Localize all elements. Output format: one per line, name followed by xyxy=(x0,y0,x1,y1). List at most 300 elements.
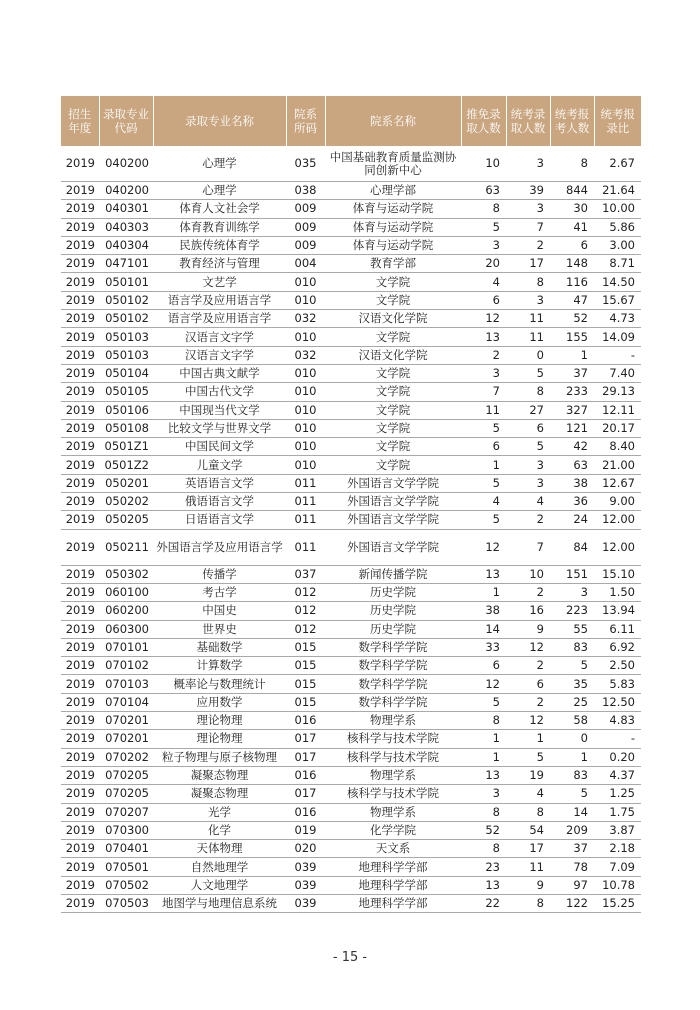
cell-exam-admitted: 8 xyxy=(506,803,550,821)
cell-year: 2019 xyxy=(61,785,99,803)
cell-recommended-admitted: 38 xyxy=(461,602,506,620)
cell-exam-applicants: 37 xyxy=(550,840,594,858)
table-row xyxy=(61,693,641,711)
cell-dept-name: 地理科学学部 xyxy=(325,894,461,912)
cell-exam-applicants: 78 xyxy=(550,858,594,876)
cell-dept-code: 010 xyxy=(286,291,325,309)
cell-exam-ratio: 21.00 xyxy=(594,456,641,474)
table-row xyxy=(61,218,641,236)
cell-major-name: 自然地理学 xyxy=(153,858,286,876)
cell-recommended-admitted: 5 xyxy=(461,474,506,492)
cell-major-code: 047101 xyxy=(99,255,153,273)
cell-recommended-admitted: 5 xyxy=(461,511,506,529)
cell-dept-code: 011 xyxy=(286,493,325,511)
cell-dept-code: 011 xyxy=(286,511,325,529)
cell-exam-applicants: 8 xyxy=(550,146,594,182)
cell-major-code: 070201 xyxy=(99,730,153,748)
table-row xyxy=(61,785,641,803)
table-row xyxy=(61,364,641,382)
cell-exam-ratio: 8.71 xyxy=(594,255,641,273)
cell-exam-ratio: 14.09 xyxy=(594,328,641,346)
cell-exam-ratio: 29.13 xyxy=(594,383,641,401)
header-exam-admitted: 统考录取人数 xyxy=(506,96,550,146)
cell-dept-name: 教育学部 xyxy=(325,255,461,273)
cell-major-name: 天体物理 xyxy=(153,840,286,858)
cell-major-name: 中国史 xyxy=(153,602,286,620)
cell-major-code: 050101 xyxy=(99,273,153,291)
table-row xyxy=(61,766,641,784)
cell-major-name: 教育经济与管理 xyxy=(153,255,286,273)
cell-major-code: 070205 xyxy=(99,766,153,784)
table-row xyxy=(61,529,641,565)
cell-dept-name: 天文系 xyxy=(325,840,461,858)
cell-major-code: 060200 xyxy=(99,602,153,620)
cell-dept-name: 核科学与技术学院 xyxy=(325,748,461,766)
cell-year: 2019 xyxy=(61,200,99,218)
cell-exam-admitted: 11 xyxy=(506,310,550,328)
cell-exam-ratio: - xyxy=(594,730,641,748)
cell-exam-applicants: 36 xyxy=(550,493,594,511)
cell-recommended-admitted: 13 xyxy=(461,766,506,784)
cell-dept-name: 物理学系 xyxy=(325,803,461,821)
cell-dept-code: 010 xyxy=(286,383,325,401)
page-number: - 15 - xyxy=(332,950,368,965)
cell-dept-code: 017 xyxy=(286,785,325,803)
cell-year: 2019 xyxy=(61,146,99,182)
cell-exam-applicants: 151 xyxy=(550,565,594,583)
header-year: 招生年度 xyxy=(61,96,99,146)
table-row xyxy=(61,858,641,876)
table-body xyxy=(61,146,641,913)
cell-exam-admitted: 9 xyxy=(506,876,550,894)
cell-exam-admitted: 3 xyxy=(506,200,550,218)
cell-recommended-admitted: 3 xyxy=(461,785,506,803)
cell-exam-admitted: 5 xyxy=(506,748,550,766)
cell-major-name: 中国古典文献学 xyxy=(153,364,286,382)
cell-dept-code: 010 xyxy=(286,364,325,382)
cell-major-name: 比较文学与世界文学 xyxy=(153,419,286,437)
cell-dept-name: 文学院 xyxy=(325,328,461,346)
cell-dept-name: 数学科学学院 xyxy=(325,693,461,711)
cell-exam-admitted: 5 xyxy=(506,438,550,456)
cell-major-name: 英语语言文学 xyxy=(153,474,286,492)
cell-dept-code: 010 xyxy=(286,328,325,346)
cell-dept-code: 009 xyxy=(286,218,325,236)
cell-exam-applicants: 24 xyxy=(550,511,594,529)
table-row xyxy=(61,638,641,656)
cell-exam-admitted: 2 xyxy=(506,511,550,529)
cell-year: 2019 xyxy=(61,456,99,474)
cell-exam-ratio: 13.94 xyxy=(594,602,641,620)
cell-recommended-admitted: 8 xyxy=(461,803,506,821)
cell-major-name: 凝聚态物理 xyxy=(153,785,286,803)
cell-dept-code: 035 xyxy=(286,146,325,182)
header-exam-applicants: 统考报考人数 xyxy=(550,96,594,146)
cell-dept-code: 010 xyxy=(286,456,325,474)
cell-exam-applicants: 5 xyxy=(550,785,594,803)
cell-exam-applicants: 3 xyxy=(550,583,594,601)
cell-major-code: 070501 xyxy=(99,858,153,876)
cell-exam-admitted: 16 xyxy=(506,602,550,620)
table-row xyxy=(61,511,641,529)
cell-dept-name: 历史学院 xyxy=(325,602,461,620)
cell-exam-admitted: 39 xyxy=(506,182,550,200)
cell-major-name: 传播学 xyxy=(153,565,286,583)
cell-major-name: 理论物理 xyxy=(153,712,286,730)
cell-major-name: 俄语语言文学 xyxy=(153,493,286,511)
cell-exam-admitted: 6 xyxy=(506,419,550,437)
cell-dept-name: 文学院 xyxy=(325,401,461,419)
cell-major-name: 儿童文学 xyxy=(153,456,286,474)
cell-exam-ratio: 2.50 xyxy=(594,657,641,675)
cell-dept-code: 017 xyxy=(286,748,325,766)
cell-major-code: 070502 xyxy=(99,876,153,894)
cell-year: 2019 xyxy=(61,565,99,583)
cell-dept-code: 010 xyxy=(286,401,325,419)
header-dept-name: 院系名称 xyxy=(325,96,461,146)
cell-recommended-admitted: 63 xyxy=(461,182,506,200)
cell-recommended-admitted: 1 xyxy=(461,730,506,748)
cell-dept-name: 体育与运动学院 xyxy=(325,218,461,236)
cell-exam-admitted: 1 xyxy=(506,730,550,748)
table-header-row xyxy=(61,96,641,146)
cell-major-code: 050105 xyxy=(99,383,153,401)
cell-recommended-admitted: 4 xyxy=(461,273,506,291)
cell-year: 2019 xyxy=(61,638,99,656)
table-row xyxy=(61,456,641,474)
cell-dept-code: 009 xyxy=(286,200,325,218)
cell-major-code: 040200 xyxy=(99,182,153,200)
cell-dept-code: 015 xyxy=(286,638,325,656)
cell-dept-name: 数学科学学院 xyxy=(325,638,461,656)
cell-exam-applicants: 1 xyxy=(550,748,594,766)
cell-exam-admitted: 3 xyxy=(506,456,550,474)
cell-dept-code: 010 xyxy=(286,438,325,456)
cell-exam-ratio: 4.37 xyxy=(594,766,641,784)
cell-exam-ratio: 12.67 xyxy=(594,474,641,492)
cell-exam-ratio: 3.00 xyxy=(594,236,641,254)
cell-exam-applicants: 55 xyxy=(550,620,594,638)
cell-recommended-admitted: 5 xyxy=(461,693,506,711)
cell-major-code: 050106 xyxy=(99,401,153,419)
cell-exam-applicants: 327 xyxy=(550,401,594,419)
cell-dept-code: 020 xyxy=(286,840,325,858)
cell-major-code: 070207 xyxy=(99,803,153,821)
cell-exam-admitted: 8 xyxy=(506,894,550,912)
cell-exam-admitted: 3 xyxy=(506,291,550,309)
cell-dept-code: 039 xyxy=(286,858,325,876)
cell-recommended-admitted: 8 xyxy=(461,712,506,730)
cell-major-code: 050211 xyxy=(99,529,153,565)
cell-year: 2019 xyxy=(61,583,99,601)
cell-exam-ratio: 1.75 xyxy=(594,803,641,821)
cell-year: 2019 xyxy=(61,511,99,529)
cell-exam-admitted: 2 xyxy=(506,236,550,254)
cell-major-code: 070103 xyxy=(99,675,153,693)
cell-major-name: 世界史 xyxy=(153,620,286,638)
cell-exam-ratio: 12.11 xyxy=(594,401,641,419)
table-row xyxy=(61,383,641,401)
cell-exam-admitted: 2 xyxy=(506,583,550,601)
cell-exam-admitted: 2 xyxy=(506,657,550,675)
cell-major-name: 理论物理 xyxy=(153,730,286,748)
cell-recommended-admitted: 11 xyxy=(461,401,506,419)
cell-recommended-admitted: 3 xyxy=(461,236,506,254)
cell-major-code: 070102 xyxy=(99,657,153,675)
cell-exam-applicants: 0 xyxy=(550,730,594,748)
cell-recommended-admitted: 12 xyxy=(461,675,506,693)
cell-exam-applicants: 116 xyxy=(550,273,594,291)
cell-year: 2019 xyxy=(61,602,99,620)
cell-exam-ratio: 4.73 xyxy=(594,310,641,328)
cell-exam-ratio: 12.50 xyxy=(594,693,641,711)
cell-major-code: 040200 xyxy=(99,146,153,182)
cell-exam-admitted: 7 xyxy=(506,218,550,236)
cell-exam-applicants: 844 xyxy=(550,182,594,200)
cell-exam-admitted: 3 xyxy=(506,474,550,492)
cell-year: 2019 xyxy=(61,474,99,492)
cell-year: 2019 xyxy=(61,328,99,346)
cell-exam-applicants: 5 xyxy=(550,657,594,675)
cell-recommended-admitted: 22 xyxy=(461,894,506,912)
cell-major-name: 体育人文社会学 xyxy=(153,200,286,218)
table-row xyxy=(61,200,641,218)
header-major-code: 录取专业代码 xyxy=(99,96,153,146)
table-row xyxy=(61,602,641,620)
cell-dept-code: 015 xyxy=(286,693,325,711)
cell-exam-admitted: 9 xyxy=(506,620,550,638)
cell-exam-admitted: 11 xyxy=(506,328,550,346)
cell-recommended-admitted: 33 xyxy=(461,638,506,656)
cell-exam-ratio: 2.67 xyxy=(594,146,641,182)
cell-exam-ratio: 10.00 xyxy=(594,200,641,218)
cell-major-name: 中国古代文学 xyxy=(153,383,286,401)
cell-dept-code: 012 xyxy=(286,602,325,620)
cell-recommended-admitted: 4 xyxy=(461,493,506,511)
cell-major-name: 粒子物理与原子核物理 xyxy=(153,748,286,766)
table-row xyxy=(61,840,641,858)
cell-exam-ratio: 21.64 xyxy=(594,182,641,200)
table-row xyxy=(61,328,641,346)
cell-exam-applicants: 63 xyxy=(550,456,594,474)
cell-recommended-admitted: 1 xyxy=(461,748,506,766)
cell-major-code: 070201 xyxy=(99,712,153,730)
cell-exam-applicants: 223 xyxy=(550,602,594,620)
table-row xyxy=(61,401,641,419)
cell-exam-admitted: 27 xyxy=(506,401,550,419)
cell-major-name: 语言学及应用语言学 xyxy=(153,310,286,328)
cell-recommended-admitted: 5 xyxy=(461,218,506,236)
cell-recommended-admitted: 2 xyxy=(461,346,506,364)
cell-dept-name: 心理学部 xyxy=(325,182,461,200)
table-row xyxy=(61,474,641,492)
cell-dept-code: 038 xyxy=(286,182,325,200)
cell-exam-ratio: 6.11 xyxy=(594,620,641,638)
cell-exam-ratio: 5.83 xyxy=(594,675,641,693)
cell-exam-applicants: 37 xyxy=(550,364,594,382)
table-row xyxy=(61,493,641,511)
cell-major-code: 050205 xyxy=(99,511,153,529)
cell-year: 2019 xyxy=(61,310,99,328)
cell-exam-applicants: 233 xyxy=(550,383,594,401)
cell-major-name: 应用数学 xyxy=(153,693,286,711)
cell-year: 2019 xyxy=(61,419,99,437)
cell-exam-ratio: 0.20 xyxy=(594,748,641,766)
cell-year: 2019 xyxy=(61,876,99,894)
cell-major-name: 民族传统体育学 xyxy=(153,236,286,254)
table-row xyxy=(61,675,641,693)
cell-dept-code: 037 xyxy=(286,565,325,583)
cell-exam-applicants: 30 xyxy=(550,200,594,218)
cell-exam-ratio: 20.17 xyxy=(594,419,641,437)
header-dept-code: 院系所码 xyxy=(286,96,325,146)
cell-dept-code: 032 xyxy=(286,346,325,364)
table-row xyxy=(61,255,641,273)
cell-year: 2019 xyxy=(61,821,99,839)
cell-exam-ratio: 1.25 xyxy=(594,785,641,803)
cell-dept-name: 数学科学学院 xyxy=(325,657,461,675)
cell-dept-name: 核科学与技术学院 xyxy=(325,785,461,803)
cell-recommended-admitted: 6 xyxy=(461,438,506,456)
cell-year: 2019 xyxy=(61,273,99,291)
cell-exam-admitted: 3 xyxy=(506,146,550,182)
cell-recommended-admitted: 8 xyxy=(461,840,506,858)
cell-year: 2019 xyxy=(61,364,99,382)
cell-exam-ratio: 12.00 xyxy=(594,529,641,565)
cell-dept-name: 历史学院 xyxy=(325,620,461,638)
cell-exam-admitted: 12 xyxy=(506,638,550,656)
table-row xyxy=(61,803,641,821)
cell-recommended-admitted: 1 xyxy=(461,456,506,474)
cell-dept-name: 体育与运动学院 xyxy=(325,200,461,218)
cell-dept-code: 016 xyxy=(286,766,325,784)
cell-exam-admitted: 7 xyxy=(506,529,550,565)
cell-exam-applicants: 122 xyxy=(550,894,594,912)
cell-exam-applicants: 121 xyxy=(550,419,594,437)
cell-dept-code: 010 xyxy=(286,419,325,437)
cell-recommended-admitted: 5 xyxy=(461,419,506,437)
header-exam-ratio: 统考报录比 xyxy=(594,96,641,146)
table-row xyxy=(61,876,641,894)
cell-exam-admitted: 2 xyxy=(506,693,550,711)
cell-major-name: 心理学 xyxy=(153,146,286,182)
cell-major-code: 070401 xyxy=(99,840,153,858)
cell-major-code: 050102 xyxy=(99,291,153,309)
cell-exam-ratio: 15.67 xyxy=(594,291,641,309)
table-row xyxy=(61,748,641,766)
cell-dept-code: 004 xyxy=(286,255,325,273)
cell-dept-name: 汉语文化学院 xyxy=(325,346,461,364)
cell-major-name: 考古学 xyxy=(153,583,286,601)
cell-exam-applicants: 6 xyxy=(550,236,594,254)
cell-exam-ratio: 9.00 xyxy=(594,493,641,511)
cell-major-name: 语言学及应用语言学 xyxy=(153,291,286,309)
cell-exam-admitted: 6 xyxy=(506,675,550,693)
cell-exam-ratio: 7.09 xyxy=(594,858,641,876)
cell-year: 2019 xyxy=(61,840,99,858)
cell-dept-code: 015 xyxy=(286,675,325,693)
cell-dept-name: 数学科学学院 xyxy=(325,675,461,693)
cell-year: 2019 xyxy=(61,401,99,419)
cell-recommended-admitted: 7 xyxy=(461,383,506,401)
cell-exam-ratio: 14.50 xyxy=(594,273,641,291)
cell-major-code: 0501Z2 xyxy=(99,456,153,474)
cell-year: 2019 xyxy=(61,182,99,200)
table-row xyxy=(61,419,641,437)
cell-recommended-admitted: 12 xyxy=(461,529,506,565)
admission-table xyxy=(61,96,641,913)
cell-exam-admitted: 8 xyxy=(506,383,550,401)
cell-dept-name: 外国语言文学学院 xyxy=(325,474,461,492)
cell-dept-name: 新闻传播学院 xyxy=(325,565,461,583)
cell-exam-applicants: 14 xyxy=(550,803,594,821)
cell-dept-code: 039 xyxy=(286,876,325,894)
cell-major-code: 050102 xyxy=(99,310,153,328)
cell-recommended-admitted: 23 xyxy=(461,858,506,876)
cell-major-name: 汉语言文字学 xyxy=(153,328,286,346)
cell-dept-name: 地理科学学部 xyxy=(325,876,461,894)
cell-dept-code: 012 xyxy=(286,620,325,638)
cell-year: 2019 xyxy=(61,766,99,784)
cell-major-name: 地图学与地理信息系统 xyxy=(153,894,286,912)
header-major-name: 录取专业名称 xyxy=(153,96,286,146)
cell-exam-applicants: 155 xyxy=(550,328,594,346)
cell-exam-admitted: 19 xyxy=(506,766,550,784)
cell-dept-name: 体育与运动学院 xyxy=(325,236,461,254)
cell-year: 2019 xyxy=(61,255,99,273)
cell-major-name: 概率论与数理统计 xyxy=(153,675,286,693)
cell-exam-applicants: 209 xyxy=(550,821,594,839)
cell-major-name: 凝聚态物理 xyxy=(153,766,286,784)
cell-exam-applicants: 25 xyxy=(550,693,594,711)
cell-exam-ratio: 3.87 xyxy=(594,821,641,839)
table-row xyxy=(61,894,641,912)
cell-dept-code: 015 xyxy=(286,657,325,675)
cell-exam-applicants: 84 xyxy=(550,529,594,565)
cell-dept-name: 外国语言文学学院 xyxy=(325,511,461,529)
cell-exam-ratio: 1.50 xyxy=(594,583,641,601)
cell-major-code: 050103 xyxy=(99,328,153,346)
cell-dept-name: 外国语言文学学院 xyxy=(325,529,461,565)
cell-exam-ratio: - xyxy=(594,346,641,364)
table-row xyxy=(61,273,641,291)
cell-exam-admitted: 8 xyxy=(506,273,550,291)
cell-year: 2019 xyxy=(61,529,99,565)
cell-year: 2019 xyxy=(61,346,99,364)
cell-major-name: 光学 xyxy=(153,803,286,821)
cell-exam-applicants: 52 xyxy=(550,310,594,328)
cell-dept-name: 物理学系 xyxy=(325,712,461,730)
cell-major-name: 体育教育训练学 xyxy=(153,218,286,236)
cell-recommended-admitted: 10 xyxy=(461,146,506,182)
cell-year: 2019 xyxy=(61,438,99,456)
cell-major-name: 文艺学 xyxy=(153,273,286,291)
cell-dept-name: 外国语言文学学院 xyxy=(325,493,461,511)
cell-dept-code: 011 xyxy=(286,529,325,565)
cell-dept-name: 历史学院 xyxy=(325,583,461,601)
cell-year: 2019 xyxy=(61,291,99,309)
cell-recommended-admitted: 20 xyxy=(461,255,506,273)
cell-dept-code: 010 xyxy=(286,273,325,291)
cell-recommended-admitted: 6 xyxy=(461,291,506,309)
cell-dept-code: 019 xyxy=(286,821,325,839)
table-row xyxy=(61,438,641,456)
cell-year: 2019 xyxy=(61,383,99,401)
cell-dept-name: 文学院 xyxy=(325,383,461,401)
cell-major-name: 基础数学 xyxy=(153,638,286,656)
cell-exam-ratio: 4.83 xyxy=(594,712,641,730)
cell-major-code: 040301 xyxy=(99,200,153,218)
